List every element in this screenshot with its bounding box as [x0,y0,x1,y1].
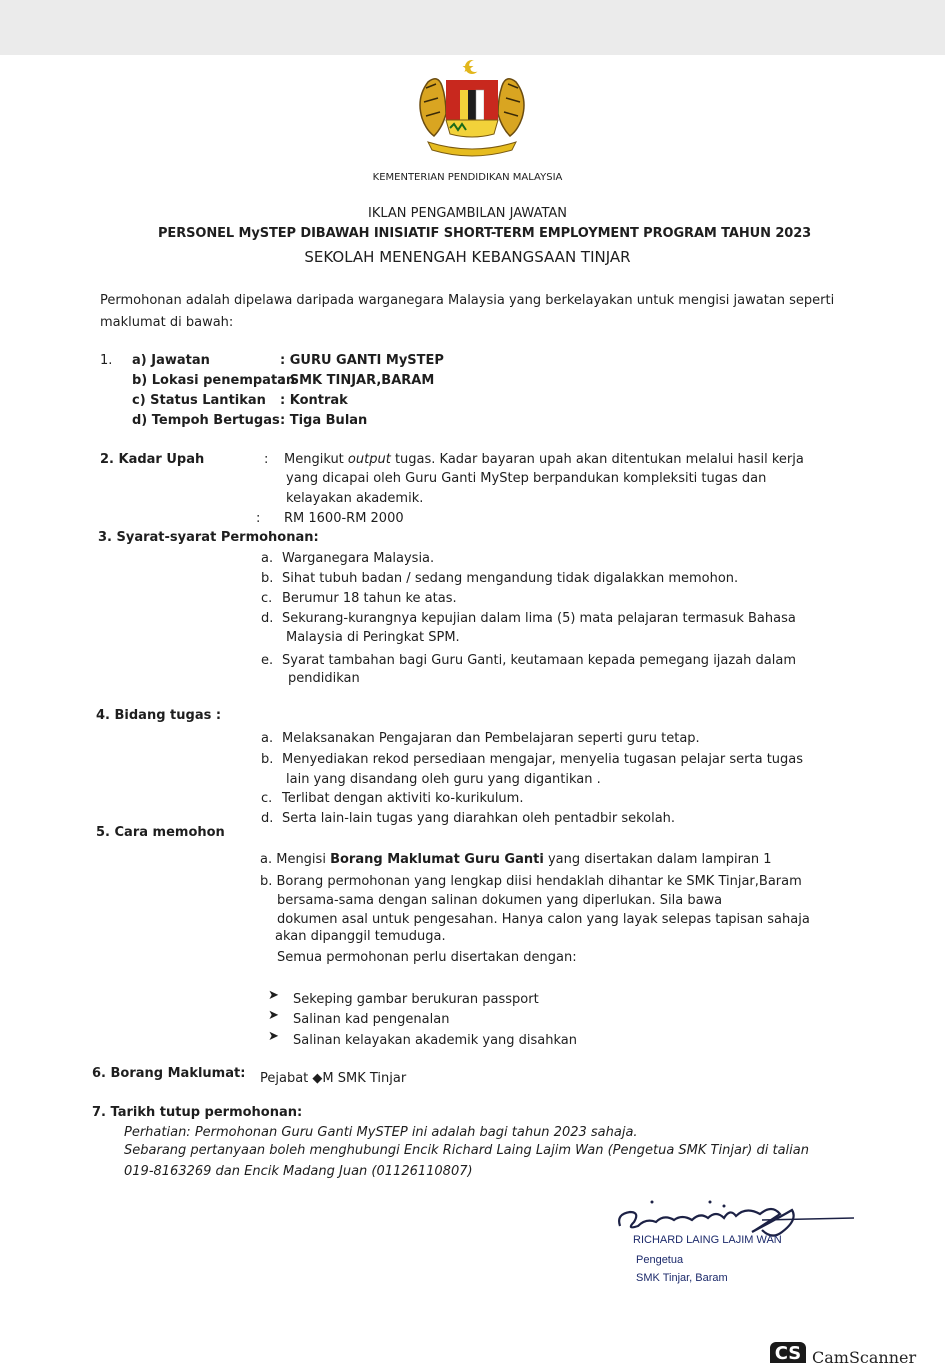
sec2-amount: RM 1600-RM 2000 [284,511,404,526]
sec1-label-status: c) Status Lantikan [132,393,266,408]
sec5-item-b-line4: akan dipanggil temuduga. [275,929,446,944]
sec3-item-b: Sihat tubuh badan / sedang mengandung tidak digalakkan memohon. [282,571,739,586]
signatory-role: Pengetua [636,1254,684,1266]
sec1-value-tempoh: : Tiga Bulan [280,413,368,428]
sec1-label-tempoh: d) Tempoh Bertugas [132,413,280,428]
sec4-heading: 4. Bidang tugas : [96,708,222,723]
sec1-value-lokasi: : SMK TINJAR,BARAM [280,373,435,388]
sec5-item-b-line1: b. Borang permohonan yang lengkap diisi hendaklah dihantar ke SMK Tinjar,Baram [260,874,802,889]
sec2-line2: yang dicapai oleh Guru Ganti MyStep berpandukan kompleksiti tugas dan [286,471,767,486]
intro-paragraph: Permohonan adalah dipelawa daripada warganegara Malaysia yang berkelayakan untuk mengisi jawatan seperti maklumat di bawah: [100,293,835,330]
sec3-heading: 3. Syarat-syarat Permohonan: [98,530,319,545]
sec7-line1: Perhatian: Permohonan Guru Ganti MySTEP ini adalah bagi tahun 2023 sahaja. [124,1125,638,1140]
sec2-heading: 2. Kadar Upah [100,452,205,467]
sec5-bullet-academic: Salinan kelayakan akademik yang disahkan [293,1033,578,1048]
sec1-value-jawatan: : GURU GANTI MySTEP [280,353,444,368]
crest-logo [402,58,542,158]
sec3-marker-c: c. [261,591,273,606]
camscanner-text: CamScanner [812,1348,917,1363]
sec4-item-d: Serta lain-lain tugas yang diarahkan oleh pentadbir sekolah. [282,811,676,826]
sec4-item-b: Menyediakan rekod persediaan mengajar, menyelia tugasan pelajar serta tugas [282,752,804,767]
sec6-heading: 6. Borang Maklumat: [92,1066,246,1081]
sec5-bullet-ic: Salinan kad pengenalan [293,1012,450,1027]
sec4-item-a: Melaksanakan Pengajaran dan Pembelajaran seperti guru tetap. [282,731,700,746]
sec3-marker-b: b. [261,571,274,586]
sec3-item-a: Warganegara Malaysia. [282,551,435,566]
sec4-marker-c: c. [261,791,273,806]
sec7-line3: 019-8163269 dan Encik Madang Juan (01126110807) [124,1164,473,1179]
top-bar [0,0,945,55]
sec1-value-status: : Kontrak [280,393,348,408]
camscanner-logo-icon: CS [770,1342,806,1363]
signatory-name: RICHARD LAING LAJIM WAN [633,1234,782,1246]
sec2-colon: : [264,452,269,467]
arrow-bullet-icon: ➤ [268,1008,279,1023]
sec4-marker-d: d. [261,811,274,826]
title-program: PERSONEL MySTEP DIBAWAH INISIATIF SHORT-TERM EMPLOYMENT PROGRAM TAHUN 2023 [158,226,812,241]
sec1-label-lokasi: b) Lokasi penempatan [132,373,296,388]
sec5-bullet-passport: Sekeping gambar berukuran passport [293,992,539,1007]
arrow-bullet-icon: ➤ [268,1029,279,1044]
title-advertisement: IKLAN PENGAMBILAN JAWATAN [367,206,568,221]
sec3-item-d: Sekurang-kurangnya kepujian dalam lima (5) mata pelajaran termasuk Bahasa [282,611,796,626]
sec5-heading: 5. Cara memohon [96,825,225,840]
sec4-marker-b: b. [261,752,274,767]
sec7-heading: 7. Tarikh tutup permohonan: [92,1105,303,1120]
sec3-item-e-cont: pendidikan [288,671,360,686]
sec4-item-b-cont: lain yang disandang oleh guru yang digantikan . [286,772,601,787]
sec5-item-a: a. Mengisi Borang Maklumat Guru Ganti yang disertakan dalam lampiran 1 [260,852,772,867]
sec4-marker-a: a. [261,731,274,746]
sec5-item-b-line2: bersama-sama dengan salinan dokumen yang diperlukan. Sila bawa [277,893,723,908]
sec3-marker-a: a. [261,551,274,566]
sec5-item-b-line3: dokumen asal untuk pengesahan. Hanya calon yang layak selepas tapisan sahaja [277,912,810,927]
sec3-marker-d: d. [261,611,274,626]
sec6-value: Pejabat ◆M SMK Tinjar [260,1071,407,1086]
ministry-name: KEMENTERIAN PENDIDIKAN MALAYSIA [372,172,563,183]
sec3-marker-e: e. [261,653,274,668]
sec5-note: Semua permohonan perlu disertakan dengan: [277,950,577,965]
sec2-line1: Mengikut output tugas. Kadar bayaran upah akan ditentukan melalui hasil kerja [284,452,804,467]
arrow-bullet-icon: ➤ [268,988,279,1003]
sec3-item-e: Syarat tambahan bagi Guru Ganti, keutamaan kepada pemegang ijazah dalam [282,653,797,668]
sec2-line3: kelayakan akademik. [286,491,424,506]
signature-scribble [612,1196,862,1256]
sec3-item-d-cont: Malaysia di Peringkat SPM. [286,630,460,645]
sec7-line2: Sebarang pertanyaan boleh menghubungi Encik Richard Laing Lajim Wan (Pengetua SMK Tinjar) di talian [124,1143,809,1158]
sec4-item-c: Terlibat dengan aktiviti ko-kurikulum. [282,791,524,806]
signatory-school: SMK Tinjar, Baram [636,1272,728,1284]
sec1-number: 1. [100,353,113,368]
title-school: SEKOLAH MENENGAH KEBANGSAAN TINJAR [304,248,631,266]
sec1-label-jawatan: a) Jawatan [132,353,210,368]
camscanner-watermark [770,1342,945,1363]
sec3-item-c: Berumur 18 tahun ke atas. [282,591,457,606]
sec2-colon2: : [256,511,261,526]
